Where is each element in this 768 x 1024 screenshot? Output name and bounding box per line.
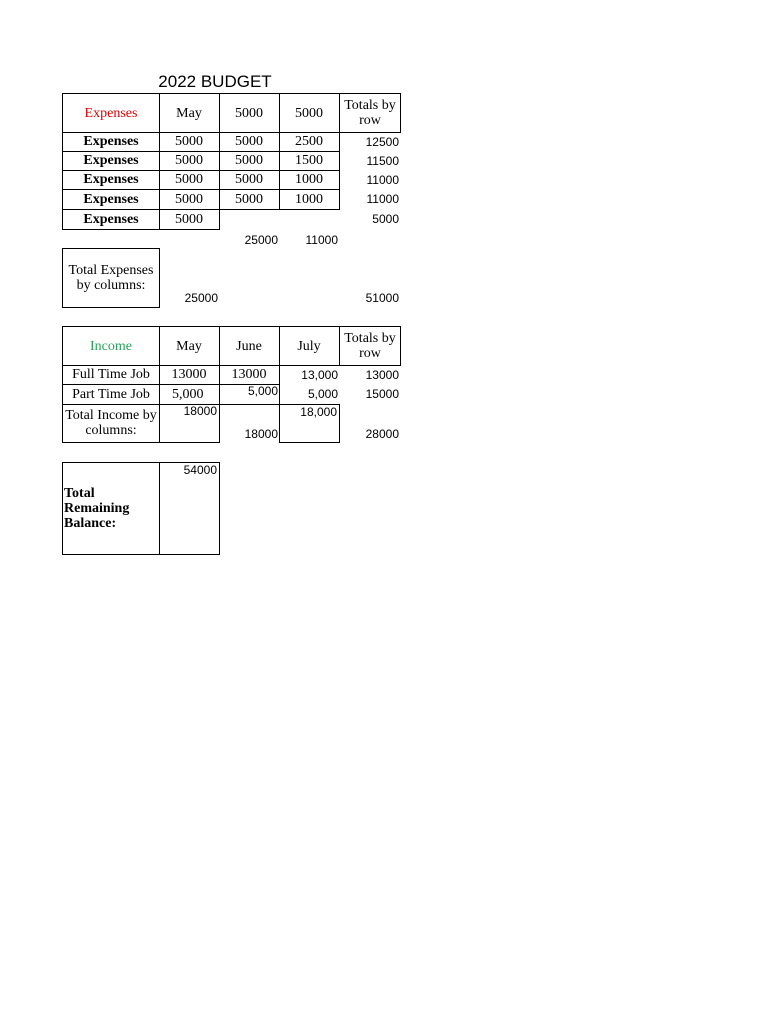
expense-row-col3: 1500 xyxy=(279,151,340,171)
expense-row-label: Expenses xyxy=(62,189,160,210)
expenses-header-label: Expenses xyxy=(62,93,160,133)
income-row-col1: 5,000 xyxy=(159,384,220,405)
expense-row-total: 11500 xyxy=(366,153,399,168)
total-expenses-grand: 51000 xyxy=(365,291,399,305)
income-row-col1: 13000 xyxy=(159,365,220,385)
expense-row-label: Expenses xyxy=(62,170,160,190)
expense-row-total: 11000 xyxy=(366,172,399,187)
total-income-label: Total Income by columns: xyxy=(62,404,160,443)
expense-row-col1: 5000 xyxy=(159,189,220,210)
expenses-header-col3: 5000 xyxy=(279,93,340,133)
expenses-header-totals: Totals by row xyxy=(339,93,401,133)
income-row-total: 15000 xyxy=(365,387,399,401)
expense-row-label: Expenses xyxy=(62,151,160,171)
income-row-col3: 5,000 xyxy=(279,384,340,405)
total-income-col2: 18000 xyxy=(244,427,278,441)
total-expenses-col1: 25000 xyxy=(184,291,218,305)
expense-row-col3: 2500 xyxy=(279,132,340,152)
income-row-total: 13000 xyxy=(365,367,399,382)
income-header-label: Income xyxy=(62,326,160,366)
income-header-col2: June xyxy=(219,326,280,366)
expense-row-col1: 5000 xyxy=(159,170,220,190)
income-header-totals: Totals by row xyxy=(339,326,401,366)
total-remaining-balance-label: Total Remaining Balance: xyxy=(62,462,160,555)
total-expenses-label: Total Expenses by columns: xyxy=(62,248,160,308)
total-income-col1: 18000 xyxy=(159,404,220,443)
expense-row-label: Expenses xyxy=(62,209,160,230)
expense-row-total: 5000 xyxy=(372,212,399,226)
income-row-col3: 13,000 xyxy=(301,367,338,382)
expenses-header-col1: May xyxy=(159,93,220,133)
expense-row-col2: 5000 xyxy=(219,189,280,210)
expense-row-label: Expenses xyxy=(62,132,160,152)
expense-row-col2: 5000 xyxy=(219,151,280,171)
total-income-col3: 18,000 xyxy=(279,404,340,443)
expense-row-total: 12500 xyxy=(365,134,399,149)
expense-row-col2: 5000 xyxy=(219,132,280,152)
total-income-grand: 28000 xyxy=(365,427,399,441)
expense-row-col2: 5000 xyxy=(219,170,280,190)
expense-subtotal-col3: 11000 xyxy=(305,232,338,247)
total-remaining-balance-value: 54000 xyxy=(159,462,220,555)
expense-row-total: 11000 xyxy=(366,192,399,206)
income-row-label: Part Time Job xyxy=(62,384,160,405)
expenses-header-col2: 5000 xyxy=(219,93,280,133)
expense-row-col3: 1000 xyxy=(279,189,340,210)
expense-row-col1: 5000 xyxy=(159,151,220,171)
expense-row-col1: 5000 xyxy=(159,209,220,230)
income-header-col1: May xyxy=(159,326,220,366)
income-row-col2: 13000 xyxy=(219,365,280,385)
expense-row-col1: 5000 xyxy=(159,132,220,152)
expense-subtotal-col2: 25000 xyxy=(244,232,278,247)
expense-row-col3: 1000 xyxy=(279,170,340,190)
income-row-label: Full Time Job xyxy=(62,365,160,385)
income-header-col3: July xyxy=(279,326,340,366)
page-title: 2022 BUDGET xyxy=(158,71,272,91)
income-row-col2: 5,000 xyxy=(219,384,280,405)
